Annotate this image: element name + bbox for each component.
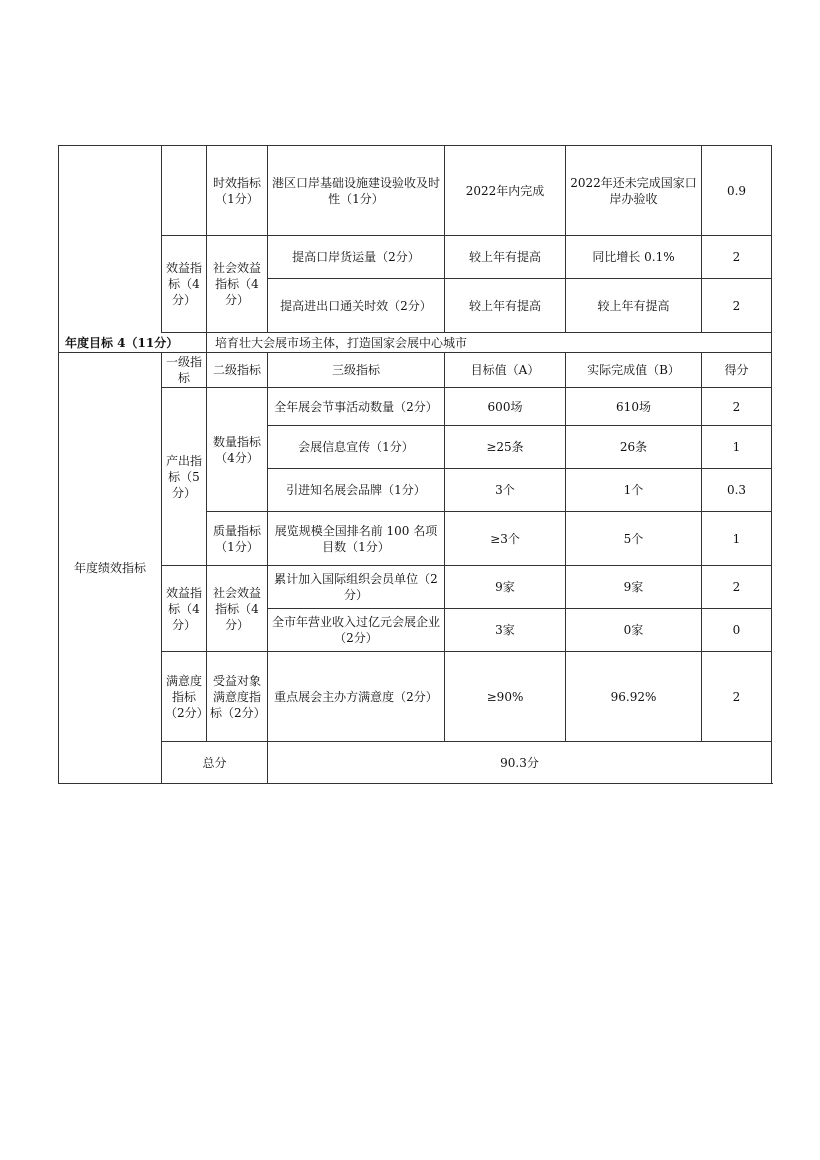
level2-cell: 社会效益指标（4分） bbox=[207, 236, 268, 333]
goal-label: 年度目标 4（11分） bbox=[59, 333, 207, 353]
actual-cell: 96.92% bbox=[566, 652, 702, 742]
target-cell: ≥25条 bbox=[445, 426, 566, 469]
table-row bbox=[59, 566, 772, 609]
total-label: 总分 bbox=[162, 742, 268, 784]
score-cell: 0.9 bbox=[702, 146, 772, 236]
target-cell: 600场 bbox=[445, 388, 566, 426]
score-cell: 2 bbox=[702, 236, 772, 279]
score-cell: 1 bbox=[702, 512, 772, 566]
header-actual: 实际完成值（B） bbox=[566, 353, 702, 388]
level2-cell: 数量指标（4分） bbox=[207, 388, 268, 512]
target-cell: 9家 bbox=[445, 566, 566, 609]
target-cell: ≥3个 bbox=[445, 512, 566, 566]
level1-cell: 满意度指标（2分） bbox=[162, 652, 207, 742]
level3-cell: 累计加入国际组织会员单位（2分） bbox=[268, 566, 445, 609]
level3-cell: 重点展会主办方满意度（2分） bbox=[268, 652, 445, 742]
target-cell: ≥90% bbox=[445, 652, 566, 742]
section-label: 年度绩效指标 bbox=[59, 353, 162, 784]
actual-cell: 较上年有提高 bbox=[566, 279, 702, 333]
actual-cell: 1个 bbox=[566, 469, 702, 512]
actual-cell: 0家 bbox=[566, 609, 702, 652]
header-level1: 一级指标 bbox=[162, 353, 207, 388]
table-row bbox=[59, 146, 772, 236]
goal-row bbox=[59, 333, 772, 353]
target-cell: 3家 bbox=[445, 609, 566, 652]
actual-cell: 26条 bbox=[566, 426, 702, 469]
score-cell: 2 bbox=[702, 388, 772, 426]
target-cell: 较上年有提高 bbox=[445, 279, 566, 333]
level3-cell: 会展信息宣传（1分） bbox=[268, 426, 445, 469]
level2-cell: 质量指标（1分） bbox=[207, 512, 268, 566]
score-cell: 2 bbox=[702, 566, 772, 609]
actual-cell: 610场 bbox=[566, 388, 702, 426]
level2-cell: 社会效益指标（4分） bbox=[207, 566, 268, 652]
actual-cell: 2022年还未完成国家口岸办验收 bbox=[566, 146, 702, 236]
empty-cell bbox=[162, 146, 207, 236]
header-target: 目标值（A） bbox=[445, 353, 566, 388]
target-cell: 较上年有提高 bbox=[445, 236, 566, 279]
actual-cell: 5个 bbox=[566, 512, 702, 566]
header-level2: 二级指标 bbox=[207, 353, 268, 388]
header-row bbox=[59, 353, 772, 388]
level1-cell: 产出指标（5分） bbox=[162, 388, 207, 566]
actual-cell: 同比增长 0.1% bbox=[566, 236, 702, 279]
level1-cell: 效益指标（4分） bbox=[162, 566, 207, 652]
header-score: 得分 bbox=[702, 353, 772, 388]
score-cell: 1 bbox=[702, 426, 772, 469]
header-level3: 三级指标 bbox=[268, 353, 445, 388]
level1-cell: 效益指标（4分） bbox=[162, 236, 207, 333]
total-row bbox=[59, 742, 772, 784]
level2-cell: 时效指标（1分） bbox=[207, 146, 268, 236]
score-cell: 0.3 bbox=[702, 469, 772, 512]
level3-cell: 全市年营业收入过亿元会展企业（2分） bbox=[268, 609, 445, 652]
level3-cell: 引进知名展会品牌（1分） bbox=[268, 469, 445, 512]
goal-text: 培育壮大会展市场主体，打造国家会展中心城市 bbox=[207, 333, 772, 353]
empty-cell bbox=[59, 146, 162, 333]
level3-cell: 展览规模全国排名前 100 名项目数（1分） bbox=[268, 512, 445, 566]
target-cell: 3个 bbox=[445, 469, 566, 512]
total-value: 90.3分 bbox=[268, 742, 772, 784]
actual-cell: 9家 bbox=[566, 566, 702, 609]
level3-cell: 全年展会节事活动数量（2分） bbox=[268, 388, 445, 426]
table-row bbox=[59, 652, 772, 742]
level3-cell: 提高进出口通关时效（2分） bbox=[268, 279, 445, 333]
level3-cell: 港区口岸基础设施建设验收及时性（1分） bbox=[268, 146, 445, 236]
table-row bbox=[59, 236, 772, 279]
score-cell: 2 bbox=[702, 652, 772, 742]
table-row bbox=[59, 388, 772, 426]
performance-table bbox=[58, 145, 772, 784]
score-cell: 0 bbox=[702, 609, 772, 652]
target-cell: 2022年内完成 bbox=[445, 146, 566, 236]
level3-cell: 提高口岸货运量（2分） bbox=[268, 236, 445, 279]
score-cell: 2 bbox=[702, 279, 772, 333]
level2-cell: 受益对象满意度指标（2分） bbox=[207, 652, 268, 742]
